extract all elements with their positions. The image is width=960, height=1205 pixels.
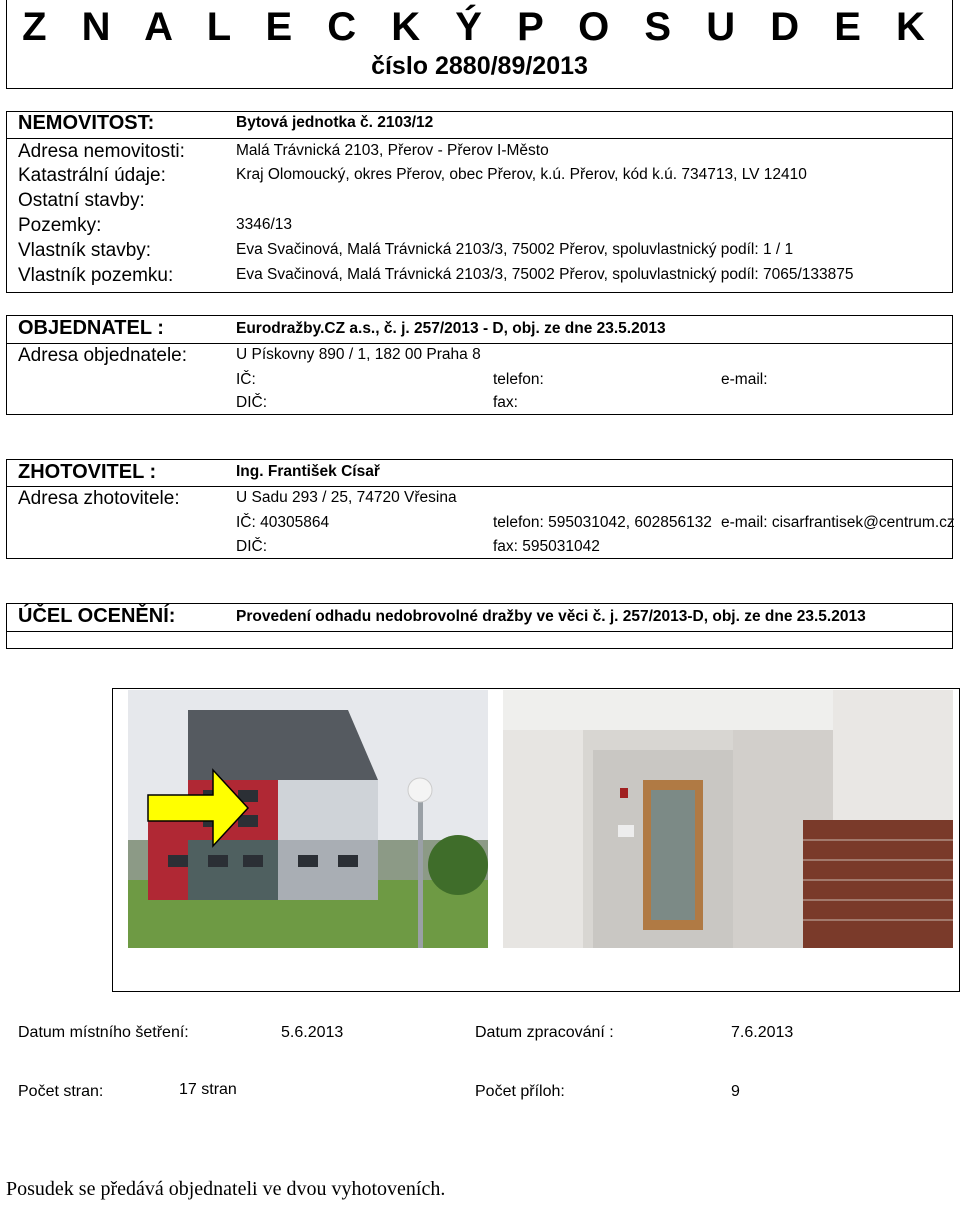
processed-date-label: Datum zpracování : [475,1024,614,1041]
building-owner: Eva Svačinová, Malá Trávnická 2103/3, 75002 Přerov, spoluvlastnický podíl: 1 / 1 [236,241,794,258]
land-value: 3346/13 [236,216,293,233]
other-buildings-label: Ostatní stavby: [18,190,145,211]
document-title: Z N A L E C K Ý P O S U D E K [22,5,937,49]
inspection-date: 5.6.2013 [281,1024,344,1041]
inspection-date-label: Datum místního šetření: [18,1024,189,1041]
building-photo [128,690,488,948]
property-address-label: Adresa nemovitosti: [18,141,185,162]
closing-note: Posudek se předává objednateli ve dvou vyhotoveních. [6,1178,446,1200]
contractor-address: U Sadu 293 / 25, 74720 Vřesina [236,489,457,506]
contractor-heading: ZHOTOVITEL : [18,461,157,483]
entrance-photo [503,690,953,948]
title-box [6,0,953,89]
client-fax: fax: [493,394,518,411]
client-ic: IČ: [236,371,256,388]
pages-value: 17 stran [179,1081,237,1098]
client-address: U Pískovny 890 / 1, 182 00 Praha 8 [236,346,481,363]
attachments-value: 9 [731,1083,740,1100]
property-type: Bytová jednotka č. 2103/12 [236,114,434,131]
contractor-fax: fax: 595031042 [493,538,600,555]
contractor-email: e-mail: cisarfrantisek@centrum.cz [721,514,955,531]
property-address: Malá Trávnická 2103, Přerov - Přerov I-Město [236,142,549,159]
divider [6,486,953,487]
processed-date: 7.6.2013 [731,1024,794,1041]
contractor-phone: telefon: 595031042, 602856132 [493,514,712,531]
land-owner: Eva Svačinová, Malá Trávnická 2103/3, 75002 Přerov, spoluvlastnický podíl: 7065/133875 [236,266,854,283]
purpose-heading: ÚČEL OCENĚNÍ: [18,605,176,627]
divider [6,138,953,139]
client-address-label: Adresa objednatele: [18,345,188,366]
client-heading: OBJEDNATEL : [18,317,164,339]
contractor-ic: IČ: 40305864 [236,514,330,531]
contractor-name: Ing. František Císař [236,463,380,480]
client-email: e-mail: [721,371,768,388]
client-dic: DIČ: [236,394,267,411]
cadastral-label: Katastrální údaje: [18,165,166,186]
cadastral-data: Kraj Olomoucký, okres Přerov, obec Přerov, k.ú. Přerov, kód k.ú. 734713, LV 12410 [236,166,807,183]
purpose-value: Provedení odhadu nedobrovolné dražby ve věci č. j. 257/2013-D, obj. ze dne 23.5.2013 [236,608,866,625]
attachments-label: Počet příloh: [475,1083,565,1100]
land-label: Pozemky: [18,215,102,236]
document-number: číslo 2880/89/2013 [371,52,588,80]
divider [6,343,953,344]
building-owner-label: Vlastník stavby: [18,240,152,261]
property-heading: NEMOVITOST: [18,112,155,134]
client-phone: telefon: [493,371,544,388]
contractor-address-label: Adresa zhotovitele: [18,488,180,509]
land-owner-label: Vlastník pozemku: [18,265,174,286]
divider [6,631,953,632]
pages-label: Počet stran: [18,1083,104,1100]
client-name: Eurodražby.CZ a.s., č. j. 257/2013 - D, obj. ze dne 23.5.2013 [236,320,666,337]
contractor-dic: DIČ: [236,538,267,555]
